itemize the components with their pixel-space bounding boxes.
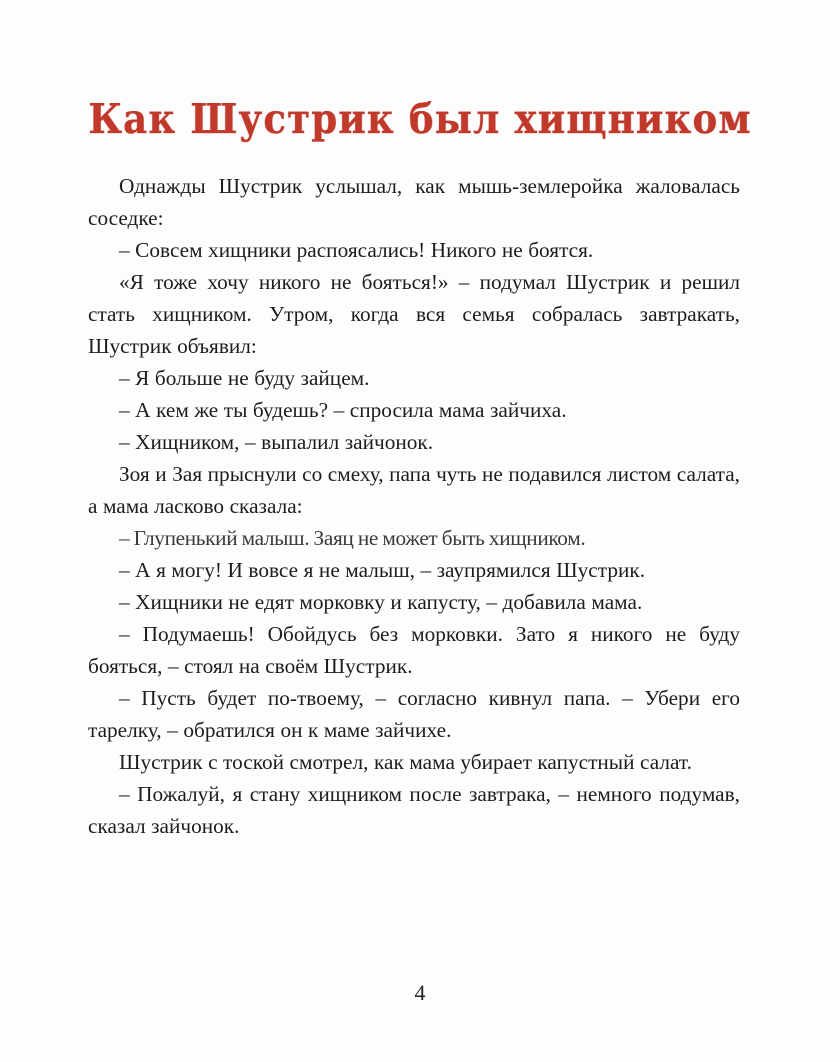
paragraph: – А я могу! И вовсе я не малыш, – заупрямился Шустрик.: [119, 558, 646, 582]
paragraph: – Пожалуй, я стану хищником после завтрака, – немного подумав, сказал зайчонок.: [88, 782, 740, 838]
body-text-block: [88, 170, 740, 842]
paragraph: – Хищником, – выпалил зайчонок.: [119, 430, 434, 454]
paragraph: Зоя и Зая прыснули со смеху, папа чуть не подавился листом салата, а мама ласково сказала:: [88, 462, 740, 518]
chapter-title: Как Шустрик был хищником: [88, 93, 752, 143]
page-number: 4: [414, 980, 426, 1005]
paragraph: – Я больше не буду зайцем.: [119, 366, 370, 390]
paragraph: – Пусть будет по-твоему, – согласно кивнул папа. – Убери его тарелку, – обратился он к маме зайчихе.: [88, 686, 740, 742]
paragraph: – Совсем хищники распоясались! Никого не боятся.: [119, 238, 594, 262]
paragraph: – А кем же ты будешь? – спросила мама зайчиха.: [119, 398, 567, 422]
paragraph: Шустрик с тоской смотрел, как мама убирает капустный салат.: [119, 750, 692, 774]
paragraph: – Хищники не едят морковку и капусту, – добавила мама.: [119, 590, 643, 614]
paragraph: – Подумаешь! Обойдусь без морковки. Зато я никого не буду бояться, – стоял на своём Шустрик.: [88, 622, 740, 678]
paragraph: – Глупенький малыш. Заяц не может быть хищником.: [119, 526, 586, 550]
paragraph: «Я тоже хочу никого не бояться!» – подумал Шустрик и решил стать хищником. Утром, когда вся семья собралась завтракать, Шустрик объявил:: [88, 270, 740, 358]
paragraph: Однажды Шустрик услышал, как мышь-землеройка жаловалась соседке:: [88, 174, 740, 230]
